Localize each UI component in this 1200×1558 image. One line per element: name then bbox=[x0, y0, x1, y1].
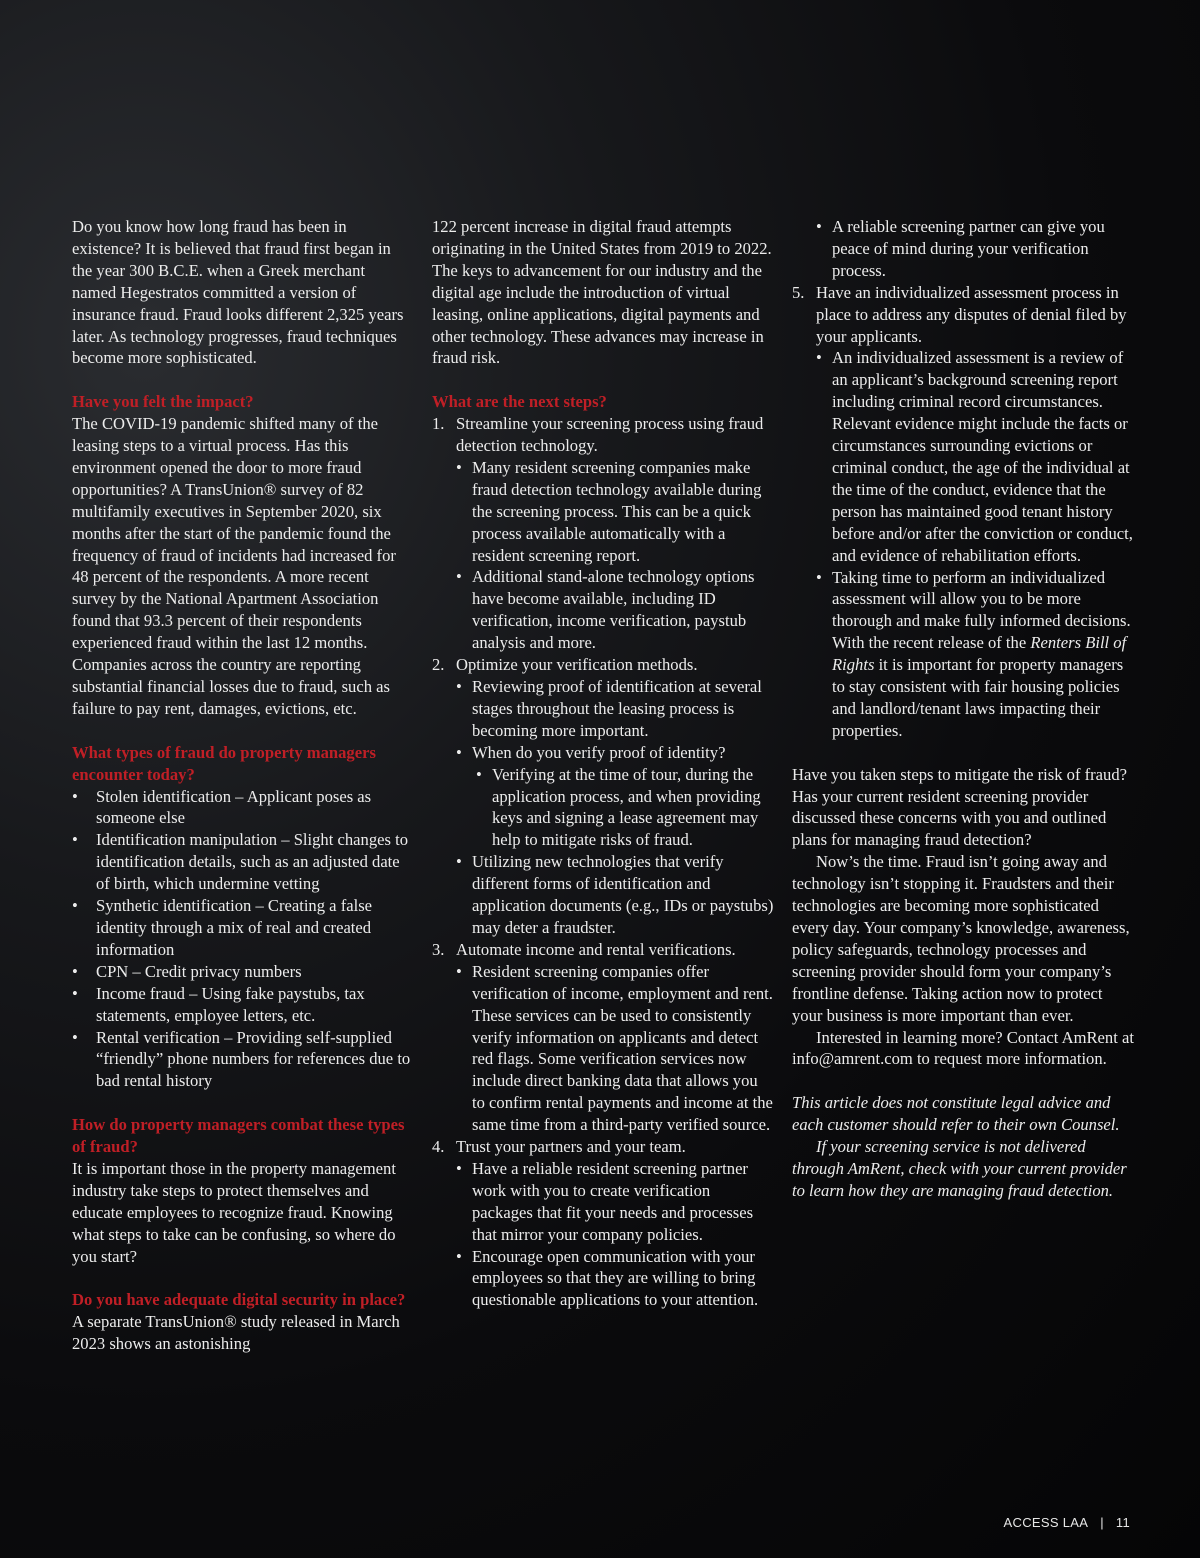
security-heading: Do you have adequate digital security in place? bbox=[72, 1290, 406, 1310]
step-4-continued bbox=[792, 216, 1134, 282]
list-item: • Stolen identification – Applicant poses as someone else bbox=[72, 786, 412, 830]
list-item: • A reliable screening partner can give you peace of mind during your verification process. bbox=[792, 216, 1134, 282]
list-item: • Verifying at the time of tour, during the application process, and when providing keys and signing a lease agreement may help to mitigate risks of fraud. bbox=[432, 764, 774, 852]
renters-bill-of-rights: Renters Bill of Rights bbox=[832, 633, 1127, 675]
list-item: • Synthetic identification – Creating a false identity through a mix of real and created information bbox=[72, 895, 412, 961]
list-item: • Reviewing proof of identification at several stages throughout the leasing process is becoming more important. bbox=[432, 676, 774, 742]
spacer bbox=[72, 1092, 412, 1114]
combat-paragraph: It is important those in the property management industry take steps to protect themselves and educate employees to recognize fraud. Knowing what steps to take can be confusing, so where do you start? bbox=[72, 1158, 396, 1266]
list-item: • Many resident screening companies make fraud detection technology available during the screening process. This can be a quick process available automatically with a resident screening report. bbox=[432, 457, 774, 567]
step-1 bbox=[432, 413, 774, 457]
fraud-types-heading: What types of fraud do property managers encounter today? bbox=[72, 742, 376, 784]
step-4 bbox=[432, 1136, 774, 1158]
step-number: 1. bbox=[432, 414, 445, 434]
impact-heading: Have you felt the impact? bbox=[72, 392, 254, 412]
list-item: • An individualized assessment is a review of an applicant’s background screening report including criminal record circumstances. Relevant evidence might include the facts or circumstances surrounding evictions or criminal conduct, the age of the individual at the time of the conduct, evidence that the person has maintained good tenant history before and/or after the conviction or conduct, and evidence of rehabilitation efforts. bbox=[792, 347, 1134, 566]
bullet-text: Taking time to perform an individualized assessment will allow you to be more thorough and make fully informed decisions. With the recent release of the bbox=[832, 567, 1131, 653]
disclaimer-2: If your screening service is not delivered through AmRent, check with your current provider to learn how they are managing fraud detection. bbox=[792, 1137, 1127, 1200]
spacer bbox=[792, 1070, 1134, 1092]
page-number: 11 bbox=[1115, 1515, 1130, 1530]
list-item: • Encourage open communication with your employees so that they are willing to bring questionable applications to your attention. bbox=[432, 1246, 774, 1312]
step-number: 5. bbox=[792, 282, 805, 302]
list-item: • Additional stand-alone technology options have become available, including ID verification, income verification, paystub analysis and more. bbox=[432, 566, 774, 654]
list-item: • Have a reliable resident screening partner work with you to create verification packages that fit your needs and processes that mirror your company policies. bbox=[432, 1158, 774, 1246]
column-3 bbox=[792, 216, 1134, 1202]
fraud-types-list bbox=[72, 786, 412, 1093]
step-text: Automate income and rental verifications. bbox=[456, 939, 736, 959]
continued-paragraph: 122 percent increase in digital fraud attempts originating in the United States from 2019 to 2022. The keys to advancement for our industry and the digital age include the introduction of virtual leasing, online applications, digital payments and other technology. These advances may increase in fraud risk. bbox=[432, 217, 772, 368]
intro-paragraph: Do you know how long fraud has been in existence? It is believed that fraud first began in the year 300 B.C.E. when a Greek merchant named Hegestratos committed a version of insurance fraud. Fraud looks different 2,325 years later. As technology progresses, fraud techniques become more sophisticated. bbox=[72, 217, 404, 368]
list-item: • Utilizing new technologies that verify different forms of identification and application documents (e.g., IDs or paystubs) may deter a fraudster. bbox=[432, 851, 774, 939]
security-paragraph: A separate TransUnion® study released in March 2023 shows an astonishing bbox=[72, 1312, 400, 1354]
list-item: • When do you verify proof of identity? bbox=[432, 742, 774, 764]
step-number: 4. bbox=[432, 1137, 445, 1157]
spacer bbox=[792, 742, 1134, 764]
step-5 bbox=[792, 282, 1134, 348]
list-item: • Income fraud – Using fake paystubs, tax statements, employee letters, etc. bbox=[72, 983, 412, 1027]
column-1 bbox=[72, 216, 412, 1355]
list-item: • Rental verification – Providing self-supplied “friendly” phone numbers for references due to bad rental history bbox=[72, 1027, 412, 1093]
spacer bbox=[72, 720, 412, 742]
step-3 bbox=[432, 939, 774, 961]
closing-paragraph-3: Interested in learning more? Contact AmRent at info@amrent.com to request more information. bbox=[792, 1027, 1134, 1069]
bullet-text: it is important for property managers to stay consistent with fair housing policies and landlord/tenant laws impacting their properties. bbox=[832, 655, 1124, 740]
list-item: • CPN – Credit privacy numbers bbox=[72, 961, 412, 983]
impact-paragraph: The COVID-19 pandemic shifted many of the leasing steps to a virtual process. Has this environment opened the door to more fraud opportunities? A TransUnion® survey of 82 multifamily executives in September 2020, six months after the start of the pandemic found the frequency of fraud of incidents had increased for 48 percent of the respondents. A more recent survey by the National Apartment Association found that 93.3 percent of their respondents experienced fraud within the last 12 months. Companies across the country are reporting substantial financial losses due to fraud, such as failure to pay rent, damages, evictions, etc. bbox=[72, 414, 396, 718]
step-5-list bbox=[792, 282, 1134, 742]
step-text: Optimize your verification methods. bbox=[456, 655, 698, 675]
spacer bbox=[72, 1267, 412, 1289]
step-text: Have an individualized assessment process in place to address any disputes of denial filed by your applicants. bbox=[816, 282, 1127, 346]
list-item: • Resident screening companies offer verification of income, employment and rent. These services can be used to consistently verify information on applicants and detect red flags. Some verification services now include direct banking data that allows you to confirm rental payments and income at the same time from a third-party verified source. bbox=[432, 961, 774, 1136]
column-2 bbox=[432, 216, 774, 1311]
step-text: Streamline your screening process using fraud detection technology. bbox=[456, 414, 764, 456]
publication-name: ACCESS LAA bbox=[1003, 1515, 1089, 1530]
list-item: • Identification manipulation – Slight changes to identification details, such as an adjusted date of birth, which undermine vetting bbox=[72, 829, 412, 895]
step-number: 3. bbox=[432, 939, 445, 959]
footer-separator: | bbox=[1100, 1515, 1104, 1530]
closing-paragraph-2: Now’s the time. Fraud isn’t going away and technology isn’t stopping it. Fraudsters and their technologies are becoming more sophisticated every day. Your company’s knowledge, awareness, policy safeguards, technology processes and screening provider should form your company’s frontline defense. Taking action now to protect your business is more important than ever. bbox=[792, 852, 1130, 1025]
disclaimer-1: This article does not constitute legal advice and each customer should refer to their own Counsel. bbox=[792, 1093, 1120, 1135]
next-steps-list bbox=[432, 413, 774, 1311]
spacer bbox=[432, 369, 774, 391]
step-2 bbox=[432, 654, 774, 676]
next-steps-heading: What are the next steps? bbox=[432, 392, 607, 412]
step-number: 2. bbox=[432, 655, 445, 675]
step-text: Trust your partners and your team. bbox=[456, 1137, 686, 1157]
spacer bbox=[72, 369, 412, 391]
list-item bbox=[792, 567, 1134, 742]
page-footer bbox=[1004, 1515, 1130, 1530]
closing-paragraph-1: Have you taken steps to mitigate the risk of fraud? Has your current resident screening provider discussed these concerns with you and outlined plans for managing fraud detection? bbox=[792, 764, 1128, 850]
combat-heading: How do property managers combat these types of fraud? bbox=[72, 1115, 405, 1157]
